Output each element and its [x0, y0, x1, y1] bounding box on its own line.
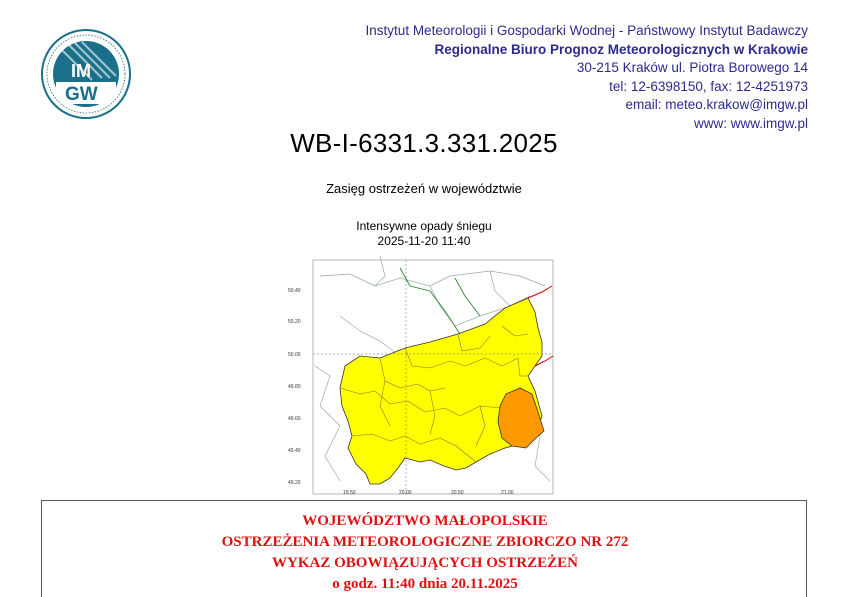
- map-region-level1: [340, 298, 542, 484]
- lon-label: 20.00: [399, 490, 412, 496]
- lat-label: 49.80: [288, 384, 301, 390]
- header-website[interactable]: www: www.imgw.pl: [693, 115, 808, 131]
- header-office-name: Regionalne Biuro Prognoz Meteorologicznych w Krakowie: [434, 41, 808, 57]
- map-section-title: Zasięg ostrzeżeń w województwie: [326, 181, 522, 196]
- map-canvas: [280, 216, 568, 500]
- institute-header: [366, 22, 808, 133]
- lat-label: 49.60: [288, 416, 301, 422]
- map-phenomenon: Intensywne opady śniegu: [356, 219, 492, 233]
- warning-map: [280, 216, 568, 500]
- map-datetime: 2025-11-20 11:40: [377, 234, 471, 248]
- lon-label: 20.50: [451, 490, 464, 496]
- map-region-level2: [498, 388, 544, 448]
- lat-label: 49.40: [288, 448, 301, 454]
- document-number: WB-I-6331.3.331.2025: [290, 128, 558, 158]
- warning-bulletin-title: OSTRZEŻENIA METEOROLOGICZNE ZBIORCZO NR 272: [221, 534, 629, 550]
- warning-list-title: WYKAZ OBOWIĄZUJĄCYCH OSTRZEŻEŃ: [272, 555, 578, 571]
- lat-label: 49.20: [288, 480, 301, 486]
- map-region-borders: [400, 268, 480, 334]
- lon-label: 21.00: [501, 490, 514, 496]
- header-email[interactable]: email: meteo.krakow@imgw.pl: [625, 97, 808, 112]
- imgw-logo: [40, 28, 132, 120]
- lat-label: 50.20: [288, 319, 301, 325]
- svg-text:IM: IM: [71, 61, 91, 81]
- warning-issue-time: o godz. 11:40 dnia 20.11.2025: [332, 576, 518, 592]
- header-phone: tel: 12-6398150, fax: 12-4251973: [609, 78, 808, 94]
- lon-label: 19.50: [343, 490, 356, 496]
- header-institute-name: Instytut Meteorologii i Gospodarki Wodnej - Państwowy Instytut Badawczy: [365, 23, 808, 38]
- header-address: 30-215 Kraków ul. Piotra Borowego 14: [576, 60, 808, 75]
- warning-region: WOJEWÓDZTWO MAŁOPOLSKIE: [302, 513, 548, 529]
- warning-summary-box: [41, 500, 807, 597]
- svg-text:GW: GW: [65, 84, 98, 105]
- lat-label: 50.00: [288, 352, 301, 358]
- lat-label: 50.40: [288, 288, 301, 294]
